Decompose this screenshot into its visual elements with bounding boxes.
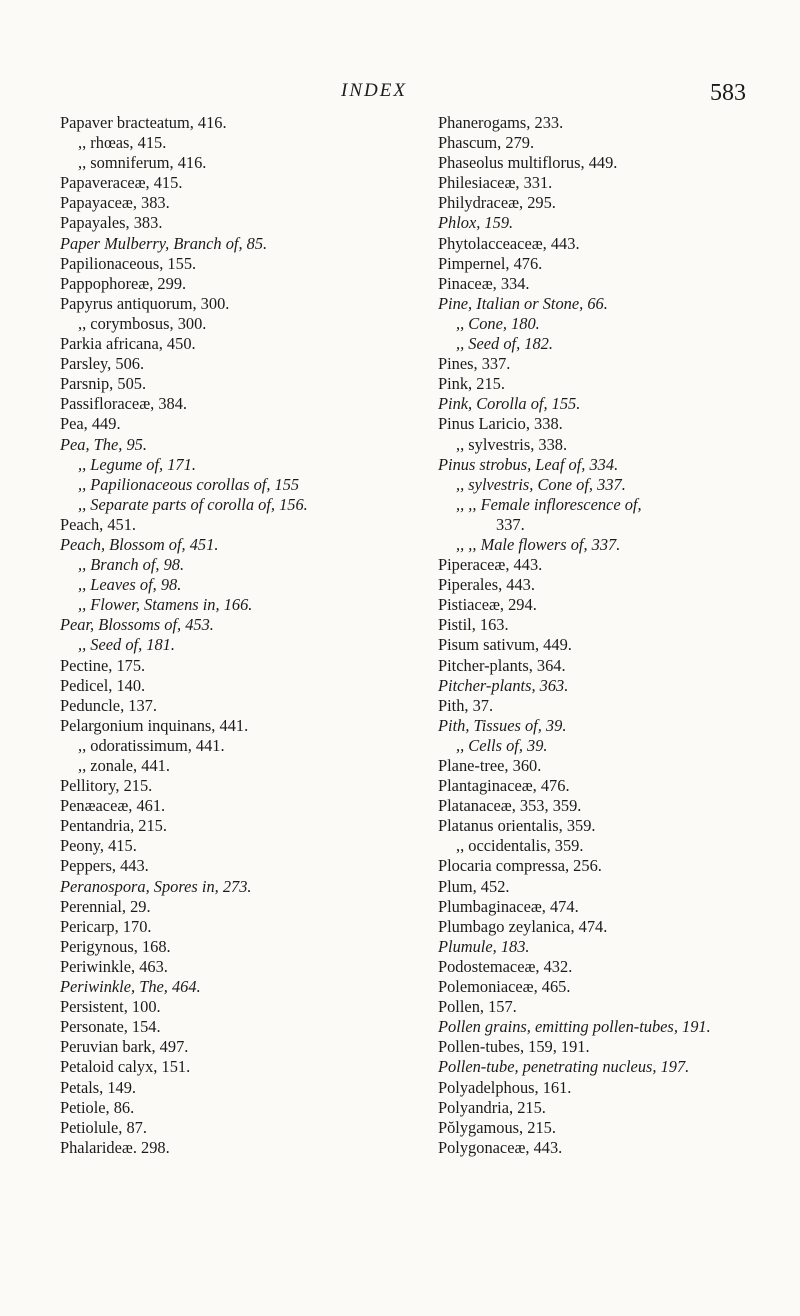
index-entry: ,, ,, Male flowers of, 337. <box>456 534 621 554</box>
page-header <box>0 80 800 110</box>
index-entry: Phytolacceaceæ, 443. <box>438 233 580 253</box>
index-entry: Pea, The, 95. <box>60 434 147 454</box>
index-entry: Pinus strobus, Leaf of, 334. <box>438 454 619 474</box>
index-entry: Personate, 154. <box>60 1017 161 1037</box>
index-entry: Plumbaginaceæ, 474. <box>438 896 579 916</box>
index-entry: Polyadelphous, 161. <box>438 1077 572 1097</box>
index-entry: Parkia africana, 450. <box>60 334 196 354</box>
index-entry: Periwinkle, The, 464. <box>60 977 201 997</box>
index-entry: Persistent, 100. <box>60 997 161 1017</box>
index-entry: Papilionaceous, 155. <box>60 253 197 273</box>
index-entry: Penæaceæ, 461. <box>60 796 166 816</box>
index-entry: Peduncle, 137. <box>60 695 157 715</box>
index-entry: Papaver bracteatum, 416. <box>60 113 227 132</box>
index-entry: ,, sylvestris, 338. <box>456 434 568 454</box>
index-entry: ,, odoratissimum, 441. <box>78 735 225 755</box>
index-entry: Pollen-tube, penetrating nucleus, 197. <box>438 1057 690 1077</box>
index-entry: Petiole, 86. <box>60 1097 135 1117</box>
index-entry: Perennial, 29. <box>60 896 151 916</box>
index-entry: Pitcher-plants, 363. <box>438 675 569 695</box>
index-entry: Pinus Laricio, 338. <box>438 414 563 434</box>
index-entry: Pisum sativum, 449. <box>438 635 572 655</box>
index-entry: Passifloraceæ, 384. <box>60 394 188 414</box>
index-column-left <box>60 113 430 1158</box>
index-entry: Pŏlygamous, 215. <box>438 1117 556 1137</box>
index-entry: Phalarideæ. 298. <box>60 1137 170 1157</box>
index-entry: Pollen grains, emitting pollen-tubes, 191. <box>438 1017 711 1037</box>
index-entry: Phanerogams, 233. <box>438 113 564 132</box>
index-entry: Perigynous, 168. <box>60 936 171 956</box>
index-entry: ,, Separate parts of corolla of, 156. <box>78 494 308 514</box>
index-entry: Pentandria, 215. <box>60 816 167 836</box>
index-entry: ,, Seed of, 182. <box>456 334 553 354</box>
index-entry: Pink, Corolla of, 155. <box>438 394 581 414</box>
index-entry: Papayales, 383. <box>60 213 163 233</box>
index-entry: Plane-tree, 360. <box>438 756 542 775</box>
index-entry: Peach, 451. <box>60 514 137 534</box>
index-entry: Pollen, 157. <box>438 997 517 1017</box>
index-entry: Parsley, 506. <box>60 354 145 374</box>
index-entry: Pinaceæ, 334. <box>438 273 530 293</box>
index-entry: Plum, 452. <box>438 876 510 896</box>
index-entry: ,, occidentalis, 359. <box>456 836 584 856</box>
index-entry: Platanus orientalis, 359. <box>438 816 596 836</box>
index-entry: ,, rhœas, 415. <box>78 133 167 153</box>
index-entry: ,, Papilionaceous corollas of, 155 <box>78 474 300 494</box>
index-entry: Plocaria compressa, 256. <box>438 856 602 876</box>
index-entry: Pimpernel, 476. <box>438 253 543 273</box>
index-entry: Petaloid calyx, 151. <box>60 1057 191 1077</box>
index-entry: Papayaceæ, 383. <box>60 193 170 213</box>
index-entry: ,, Leaves of, 98. <box>78 575 182 595</box>
index-entry: Pectine, 175. <box>60 655 146 675</box>
index-entry: Polemoniaceæ, 465. <box>438 977 571 997</box>
index-entry: Papaveraceæ, 415. <box>60 173 183 193</box>
index-entry: Pith, Tissues of, 39. <box>438 715 567 735</box>
index-entry: Pitcher-plants, 364. <box>438 655 566 675</box>
index-entry: 337. <box>496 514 525 534</box>
index-entry: Phaseolus multiflorus, 449. <box>438 153 618 173</box>
index-entry: Phlox, 159. <box>438 213 514 233</box>
index-entry: Pellitory, 215. <box>60 776 153 796</box>
index-entry: ,, Legume of, 171. <box>78 454 196 474</box>
index-entry: Peony, 415. <box>60 836 137 856</box>
index-entry: ,, sylvestris, Cone of, 337. <box>456 474 626 494</box>
index-entry: Pea, 449. <box>60 414 121 434</box>
index-entry: Platanaceæ, 353, 359. <box>438 796 582 816</box>
index-entry: Peach, Blossom of, 451. <box>60 534 219 554</box>
index-entry: Pines, 337. <box>438 354 511 374</box>
index-entry: Parsnip, 505. <box>60 374 147 394</box>
page-number: 583 <box>710 80 746 106</box>
index-entry: Plumule, 183. <box>438 936 530 956</box>
index-entry: Polygonaceæ, 443. <box>438 1137 563 1157</box>
index-entry: Philesiaceæ, 331. <box>438 173 553 193</box>
index-entry: Petiolule, 87. <box>60 1117 147 1137</box>
index-entry: Philydraceæ, 295. <box>438 193 556 213</box>
index-entry: Pollen-tubes, 159, 191. <box>438 1037 590 1057</box>
index-entry: Plantaginaceæ, 476. <box>438 776 570 796</box>
index-entry: ,, somniferum, 416. <box>78 153 207 173</box>
index-entry: ,, ,, Female inflorescence of, <box>456 494 642 514</box>
index-entry: Polyandria, 215. <box>438 1097 546 1117</box>
index-entry: ,, Flower, Stamens in, 166. <box>78 595 253 615</box>
index-entry: Peruvian bark, 497. <box>60 1037 189 1057</box>
index-entry: Periwinkle, 463. <box>60 956 168 976</box>
index-entry: Peppers, 443. <box>60 856 149 876</box>
index-entry: Pappophoreæ, 299. <box>60 273 187 293</box>
index-column-right <box>438 113 783 1158</box>
index-entry: Phascum, 279. <box>438 133 535 153</box>
index-entry: ,, zonale, 441. <box>78 756 170 775</box>
index-entry: Piperaceæ, 443. <box>438 555 543 575</box>
running-head: INDEX <box>341 80 407 101</box>
index-entry: ,, Cone, 180. <box>456 313 540 333</box>
index-entry: Pericarp, 170. <box>60 916 152 936</box>
index-entry: Pith, 37. <box>438 695 494 715</box>
index-entry: Paper Mulberry, Branch of, 85. <box>60 233 268 253</box>
index-entry: Pistiaceæ, 294. <box>438 595 537 615</box>
index-entry: ,, Seed of, 181. <box>78 635 175 655</box>
index-entry: Pear, Blossoms of, 453. <box>60 615 214 635</box>
index-entry: ,, corymbosus, 300. <box>78 313 207 333</box>
index-entry: Papyrus antiquorum, 300. <box>60 293 230 313</box>
index-entry: Pedicel, 140. <box>60 675 146 695</box>
index-entry: Pink, 215. <box>438 374 505 394</box>
index-entry: ,, Cells of, 39. <box>456 735 548 755</box>
index-entry: Podostemaceæ, 432. <box>438 956 573 976</box>
index-entry: Petals, 149. <box>60 1077 137 1097</box>
index-entry: Plumbago zeylanica, 474. <box>438 916 608 936</box>
index-entry: Pistil, 163. <box>438 615 509 635</box>
index-entry: ,, Branch of, 98. <box>78 555 185 575</box>
index-entry: Pelargonium inquinans, 441. <box>60 715 249 735</box>
index-entry: Pine, Italian or Stone, 66. <box>438 293 608 313</box>
index-entry: Piperales, 443. <box>438 575 535 595</box>
index-entry: Peranospora, Spores in, 273. <box>60 876 252 896</box>
